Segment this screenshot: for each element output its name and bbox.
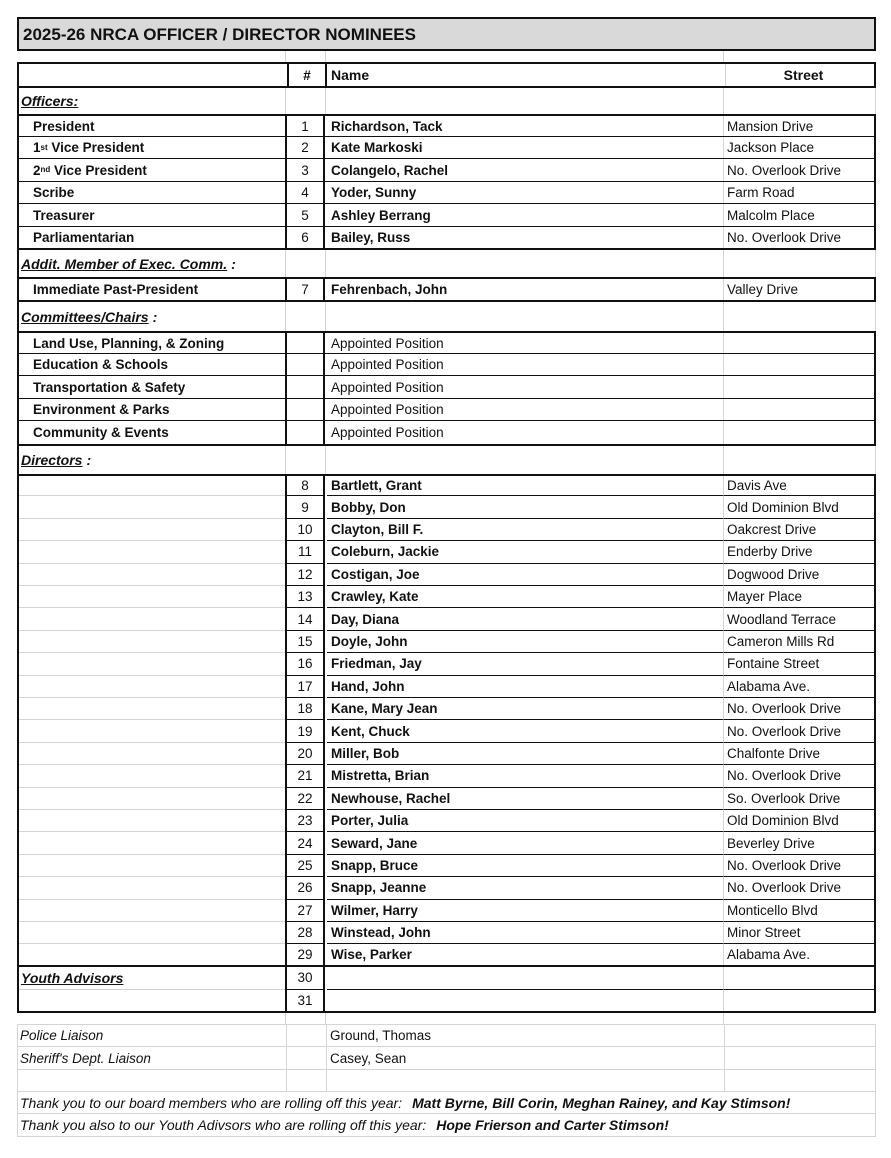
committee-street	[723, 376, 876, 398]
grid-line	[285, 1013, 286, 1024]
officer-name: Kate Markoski	[331, 140, 423, 155]
header-num: #	[287, 64, 327, 86]
committee-chair: Appointed Position	[331, 425, 444, 440]
director-name: Bobby, Don	[327, 496, 725, 518]
director-num: 9	[285, 496, 325, 518]
exec-role: Immediate Past-President	[33, 282, 199, 297]
youth-row	[17, 990, 876, 1013]
director-name: Newhouse, Rachel	[327, 788, 725, 810]
section-exec-title	[19, 250, 287, 277]
director-name: Kent, Chuck	[327, 720, 725, 742]
liaison-role: Sheriff's Dept. Liaison	[20, 1050, 151, 1066]
committee-row	[17, 331, 876, 354]
liaison-row	[17, 1025, 876, 1048]
section-colon: :	[152, 308, 158, 325]
director-row	[17, 653, 876, 675]
exec-num: 7	[285, 279, 325, 300]
director-label	[19, 810, 287, 832]
grid-line	[326, 1047, 327, 1069]
committee-street	[723, 333, 876, 353]
director-num: 25	[285, 855, 325, 877]
director-name: Doyle, John	[327, 631, 725, 653]
officer-street: Malcolm Place	[723, 204, 876, 226]
director-row	[17, 698, 876, 720]
officer-row	[17, 227, 876, 250]
youth-name	[327, 990, 725, 1011]
youth-street	[723, 990, 874, 1011]
committee-chair: Appointed Position	[331, 335, 444, 351]
director-label	[19, 900, 287, 922]
grid-line	[326, 1070, 327, 1091]
director-street: Minor Street	[723, 922, 874, 944]
officer-name: Ashley Berrang	[331, 207, 431, 223]
officer-row	[17, 137, 876, 159]
exec-name: Fehrenbach, John	[331, 282, 448, 297]
page-title: 2025-26 NRCA OFFICER / DIRECTOR NOMINEES	[17, 17, 876, 51]
section-officers	[17, 88, 876, 114]
committee-num	[285, 421, 325, 444]
director-street: Alabama Ave.	[723, 676, 874, 698]
grid-line	[325, 302, 326, 331]
director-street: Fontaine Street	[723, 653, 874, 675]
director-name: Porter, Julia	[327, 810, 725, 832]
thank-you-text: Thank you also to our Youth Adivsors who are rolling off this year:	[20, 1117, 427, 1134]
committee-row	[17, 399, 876, 421]
officer-name: Richardson, Tack	[331, 118, 443, 134]
committee-name: Environment & Parks	[33, 402, 170, 417]
grid-line	[723, 88, 724, 114]
grid-line	[325, 250, 326, 277]
director-num: 29	[285, 944, 325, 964]
director-row	[17, 877, 876, 899]
grid-line	[723, 250, 724, 277]
director-label	[19, 698, 287, 720]
director-street: No. Overlook Drive	[723, 765, 874, 787]
director-name: Coleburn, Jackie	[327, 541, 725, 563]
thank-you-note	[17, 1092, 876, 1115]
section-officers-title	[19, 88, 287, 114]
youth-label	[19, 967, 287, 990]
officer-num: 2	[285, 137, 325, 158]
grid-line	[723, 302, 724, 331]
spacer-row	[17, 1013, 876, 1025]
director-street: Beverley Drive	[723, 832, 874, 854]
officer-num: 6	[285, 227, 325, 248]
director-street: So. Overlook Drive	[723, 788, 874, 810]
officer-street: Jackson Place	[723, 137, 876, 158]
blank-row	[17, 1070, 876, 1092]
officer-street: No. Overlook Drive	[723, 159, 876, 181]
grid-line	[325, 88, 326, 114]
committee-row	[17, 354, 876, 376]
director-street: Enderby Drive	[723, 541, 874, 563]
director-num: 13	[285, 586, 325, 608]
director-label	[19, 519, 287, 541]
director-name: Wise, Parker	[331, 947, 412, 963]
committee-row	[17, 421, 876, 446]
director-name: Seward, Jane	[327, 832, 725, 854]
officer-num: 5	[285, 204, 325, 226]
exec-row	[17, 277, 876, 302]
officer-role: 1 st Vice President	[33, 140, 145, 155]
director-num: 16	[285, 653, 325, 675]
director-row	[17, 788, 876, 810]
director-row	[17, 944, 876, 966]
director-label	[19, 720, 287, 742]
officer-role: Scribe	[33, 185, 75, 200]
director-label	[19, 564, 287, 586]
grid-line	[286, 1070, 287, 1091]
officer-num: 4	[285, 182, 325, 203]
director-num: 20	[285, 743, 325, 765]
liaison-row	[17, 1047, 876, 1070]
director-street: Monticello Blvd	[723, 900, 874, 922]
section-exec	[17, 250, 876, 277]
director-row	[17, 810, 876, 832]
director-num: 15	[285, 631, 325, 653]
role-ordinal: 2	[33, 162, 41, 178]
header-name: Name	[331, 67, 370, 83]
role-title: Vice President	[50, 162, 147, 178]
director-num: 14	[285, 608, 325, 630]
section-heading: Officers:	[21, 93, 79, 109]
youth-row	[17, 967, 876, 990]
director-label	[19, 743, 287, 765]
officer-num: 1	[285, 116, 325, 136]
director-num: 24	[285, 832, 325, 854]
section-committees	[17, 302, 876, 331]
liaison-role: Police Liaison	[20, 1028, 104, 1044]
director-label	[19, 541, 287, 563]
thank-you-names: Matt Byrne, Bill Corin, Meghan Rainey, and Kay Stimson!	[412, 1094, 791, 1111]
director-row	[17, 631, 876, 653]
committee-chair: Appointed Position	[331, 402, 444, 417]
director-label	[19, 676, 287, 698]
table-header	[17, 62, 876, 88]
director-row	[17, 586, 876, 608]
director-num: 28	[285, 922, 325, 944]
committee-num	[285, 333, 325, 353]
director-row	[17, 922, 876, 944]
director-street: No. Overlook Drive	[723, 698, 874, 720]
director-street: Woodland Terrace	[723, 608, 874, 630]
director-name: Wilmer, Harry	[327, 900, 725, 922]
committee-chair: Appointed Position	[331, 357, 444, 372]
section-heading: Addit. Member of Exec. Comm.	[21, 255, 228, 272]
director-row	[17, 564, 876, 586]
director-name: Day, Diana	[327, 608, 725, 630]
grid-line	[326, 1025, 327, 1047]
director-street: Alabama Ave.	[723, 944, 874, 964]
grid-line	[724, 1025, 725, 1047]
officer-row	[17, 159, 876, 182]
director-num: 17	[285, 676, 325, 698]
youth-name	[327, 967, 725, 990]
officer-role: Parliamentarian	[33, 230, 135, 245]
director-row	[17, 608, 876, 630]
director-name: Mistretta, Brian	[327, 765, 725, 787]
youth-num: 31	[285, 990, 325, 1011]
committee-street	[723, 399, 876, 420]
youth-street	[723, 967, 874, 990]
officer-row	[17, 114, 876, 137]
director-row	[17, 496, 876, 518]
section-committees-title	[19, 302, 287, 331]
director-label	[19, 608, 287, 630]
director-name: Miller, Bob	[327, 743, 725, 765]
officer-street: Mansion Drive	[723, 116, 876, 136]
director-name: Crawley, Kate	[327, 586, 725, 608]
director-row	[17, 743, 876, 765]
officer-role: 2 nd Vice President	[33, 162, 147, 178]
director-name: Bartlett, Grant	[327, 476, 725, 496]
director-street: No. Overlook Drive	[723, 720, 874, 742]
director-label	[19, 586, 287, 608]
officer-num: 3	[285, 159, 325, 181]
director-street: No. Overlook Drive	[723, 877, 874, 899]
director-num: 11	[285, 541, 325, 563]
committee-num	[285, 399, 325, 420]
director-label	[19, 631, 287, 653]
director-street: No. Overlook Drive	[723, 855, 874, 877]
officer-role: Treasurer	[33, 207, 95, 223]
grid-line	[325, 446, 326, 474]
officer-row	[17, 182, 876, 204]
grid-line	[285, 51, 286, 62]
officer-row	[17, 204, 876, 227]
liaison-name: Ground, Thomas	[330, 1028, 432, 1044]
officer-name: Colangelo, Rachel	[331, 162, 449, 178]
grid-line	[723, 1013, 724, 1024]
director-street: Dogwood Drive	[723, 564, 874, 586]
director-name: Winstead, John	[327, 922, 725, 944]
committee-name: Education & Schools	[33, 357, 169, 372]
header-street: Street	[725, 64, 878, 86]
director-name: Costigan, Joe	[327, 564, 725, 586]
committee-name: Land Use, Planning, & Zoning	[33, 335, 225, 351]
grid-line	[286, 1047, 287, 1069]
officer-role: President	[33, 118, 95, 134]
section-heading: Youth Advisors	[21, 969, 124, 986]
director-label	[19, 496, 287, 518]
section-directors-title	[19, 446, 287, 474]
director-label	[19, 922, 287, 944]
grid-line	[723, 51, 724, 62]
director-label	[19, 832, 287, 854]
grid-line	[285, 446, 286, 474]
director-label	[19, 877, 287, 899]
section-heading: Directors	[21, 452, 83, 468]
director-name: Friedman, Jay	[327, 653, 725, 675]
grid-line	[325, 1013, 326, 1024]
director-row	[17, 765, 876, 787]
director-label	[19, 944, 287, 964]
director-label	[19, 476, 287, 496]
director-row	[17, 832, 876, 854]
director-street: Oakcrest Drive	[723, 519, 874, 541]
director-label	[19, 788, 287, 810]
director-row	[17, 720, 876, 742]
committee-chair: Appointed Position	[331, 379, 444, 395]
director-street: Old Dominion Blvd	[723, 810, 874, 832]
director-street: Mayer Place	[723, 586, 874, 608]
grid-line	[286, 1025, 287, 1047]
committee-num	[285, 376, 325, 398]
director-row	[17, 474, 876, 496]
director-num: 10	[285, 519, 325, 541]
section-directors	[17, 446, 876, 474]
director-name: Clayton, Bill F.	[327, 519, 725, 541]
director-name: Snapp, Bruce	[327, 855, 725, 877]
committee-row	[17, 376, 876, 399]
committee-name: Community & Events	[33, 425, 169, 440]
officer-name: Bailey, Russ	[331, 230, 411, 245]
director-street: Chalfonte Drive	[723, 743, 874, 765]
thank-you-note	[17, 1114, 876, 1137]
grid-line	[325, 51, 326, 62]
director-row	[17, 676, 876, 698]
director-num: 22	[285, 788, 325, 810]
header-label	[19, 64, 287, 86]
director-street: Cameron Mills Rd	[723, 631, 874, 653]
grid-line	[724, 1070, 725, 1091]
director-label	[19, 653, 287, 675]
director-num: 26	[285, 877, 325, 899]
director-row	[17, 519, 876, 541]
director-num: 8	[285, 476, 325, 496]
director-name: Snapp, Jeanne	[327, 877, 725, 899]
committee-street	[723, 421, 876, 444]
director-num: 12	[285, 564, 325, 586]
director-num: 23	[285, 810, 325, 832]
committee-street	[723, 354, 876, 375]
director-street: Old Dominion Blvd	[723, 496, 874, 518]
officer-name: Yoder, Sunny	[331, 185, 417, 200]
youth-label	[19, 990, 287, 1011]
youth-num: 30	[285, 967, 325, 990]
director-num: 19	[285, 720, 325, 742]
grid-line	[285, 250, 286, 277]
section-colon: :	[231, 255, 236, 272]
officer-street: No. Overlook Drive	[723, 227, 876, 248]
director-name: Kane, Mary Jean	[327, 698, 725, 720]
officer-street: Farm Road	[723, 182, 876, 203]
role-title: Vice President	[47, 140, 145, 155]
committee-name: Transportation & Safety	[33, 379, 186, 395]
thank-you-text: Thank you to our board members who are rolling off this year:	[20, 1094, 403, 1111]
committee-num	[285, 354, 325, 375]
director-num: 18	[285, 698, 325, 720]
thank-you-names: Hope Frierson and Carter Stimson!	[436, 1117, 669, 1134]
liaison-name: Casey, Sean	[330, 1050, 407, 1066]
director-row	[17, 541, 876, 563]
director-label	[19, 855, 287, 877]
section-heading: Committees/Chairs	[21, 308, 149, 325]
director-num: 27	[285, 900, 325, 922]
director-row	[17, 900, 876, 922]
director-label	[19, 765, 287, 787]
grid-line	[285, 302, 286, 331]
grid-line	[285, 88, 286, 114]
spacer-row	[17, 51, 876, 62]
role-ordinal: 1	[33, 140, 41, 155]
director-row	[17, 855, 876, 877]
section-colon: :	[86, 452, 92, 468]
grid-line	[723, 446, 724, 474]
director-name: Hand, John	[327, 676, 725, 698]
exec-street: Valley Drive	[723, 279, 876, 300]
director-street: Davis Ave	[723, 476, 874, 496]
director-num: 21	[285, 765, 325, 787]
grid-line	[724, 1047, 725, 1069]
